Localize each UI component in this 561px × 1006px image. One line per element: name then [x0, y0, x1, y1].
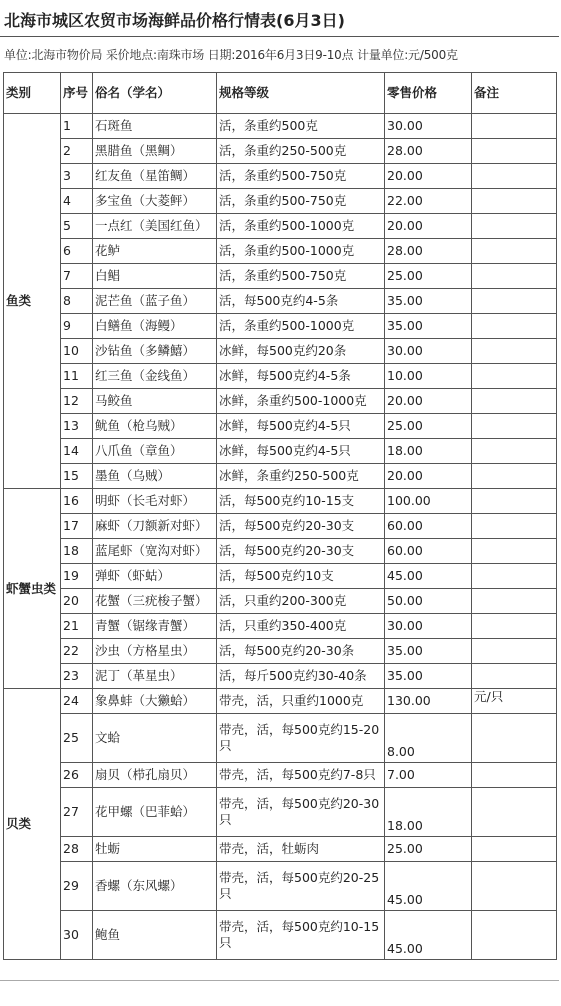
table-body — [4, 114, 557, 960]
table-row — [4, 339, 557, 364]
row-spec-cell: 活，条重约500-750克 — [217, 189, 385, 214]
row-price-cell: 30.00 — [385, 114, 472, 139]
row-note-cell — [472, 614, 557, 639]
category-cell: 虾蟹虫类 — [4, 489, 61, 689]
row-name-cell: 八爪鱼（章鱼） — [93, 439, 217, 464]
row-spec-cell: 活，条重约500-1000克 — [217, 314, 385, 339]
table-row — [4, 464, 557, 489]
row-number-cell: 30 — [61, 911, 93, 960]
header-price: 零售价格 — [385, 73, 472, 114]
row-price-cell: 20.00 — [385, 389, 472, 414]
row-name-cell: 泥芒鱼（蓝子鱼） — [93, 289, 217, 314]
row-number-cell: 21 — [61, 614, 93, 639]
row-spec-cell: 带壳，活，牡蛎肉 — [217, 837, 385, 862]
row-note-cell — [472, 139, 557, 164]
row-spec-cell: 活，条重约500-1000克 — [217, 239, 385, 264]
row-note-cell — [472, 763, 557, 788]
row-note-cell — [472, 564, 557, 589]
row-name-cell: 花鲈 — [93, 239, 217, 264]
row-note-cell — [472, 514, 557, 539]
header-note: 备注 — [472, 73, 557, 114]
row-spec-cell: 带壳，活，每500克约20-30只 — [217, 788, 385, 837]
row-note-cell — [472, 464, 557, 489]
row-spec-cell: 冰鲜，条重约250-500克 — [217, 464, 385, 489]
row-number-cell: 24 — [61, 689, 93, 714]
row-spec-cell: 活，每500克约20-30条 — [217, 639, 385, 664]
row-note-cell — [472, 439, 557, 464]
row-number-cell: 11 — [61, 364, 93, 389]
row-spec-cell: 活，每斤500克约30-40条 — [217, 664, 385, 689]
row-note-cell — [472, 264, 557, 289]
document-meta: 单位:北海市物价局 采价地点:南珠市场 日期:2016年6月3日9-10点 计量单位:元/500克 — [4, 48, 458, 62]
table-row — [4, 689, 557, 714]
row-spec-cell: 活，只重约200-300克 — [217, 589, 385, 614]
table-row — [4, 837, 557, 862]
row-spec-cell: 活，条重约250-500克 — [217, 139, 385, 164]
table-row — [4, 514, 557, 539]
row-spec-cell: 活，每500克约20-30支 — [217, 539, 385, 564]
table-row — [4, 664, 557, 689]
row-price-cell: 45.00 — [385, 862, 472, 911]
row-price-cell: 60.00 — [385, 539, 472, 564]
row-name-cell: 石斑鱼 — [93, 114, 217, 139]
row-number-cell: 27 — [61, 788, 93, 837]
row-note-cell — [472, 414, 557, 439]
row-price-cell: 20.00 — [385, 214, 472, 239]
header-name: 俗名（学名） — [93, 73, 217, 114]
table-row — [4, 539, 557, 564]
row-name-cell: 明虾（长毛对虾） — [93, 489, 217, 514]
row-spec-cell: 冰鲜，每500克约4-5只 — [217, 414, 385, 439]
row-name-cell: 墨鱼（乌贼） — [93, 464, 217, 489]
row-name-cell: 象鼻蚌（大獭蛤） — [93, 689, 217, 714]
row-note-cell — [472, 837, 557, 862]
row-spec-cell: 活，每500克约20-30支 — [217, 514, 385, 539]
row-number-cell: 19 — [61, 564, 93, 589]
row-number-cell: 28 — [61, 837, 93, 862]
row-number-cell: 13 — [61, 414, 93, 439]
row-price-cell: 35.00 — [385, 664, 472, 689]
price-table — [3, 72, 557, 960]
row-name-cell: 红友鱼（星笛鲷） — [93, 164, 217, 189]
table-row — [4, 639, 557, 664]
table-row — [4, 364, 557, 389]
row-number-cell: 20 — [61, 589, 93, 614]
category-cell: 鱼类 — [4, 114, 61, 489]
table-row — [4, 164, 557, 189]
row-spec-cell: 冰鲜，每500克约4-5条 — [217, 364, 385, 389]
row-price-cell: 25.00 — [385, 414, 472, 439]
row-spec-cell: 冰鲜，条重约500-1000克 — [217, 389, 385, 414]
row-spec-cell: 带壳，活，每500克约15-20只 — [217, 714, 385, 763]
row-name-cell: 文蛤 — [93, 714, 217, 763]
table-row — [4, 763, 557, 788]
table-row — [4, 489, 557, 514]
row-price-cell: 25.00 — [385, 837, 472, 862]
row-spec-cell: 活，条重约500克 — [217, 114, 385, 139]
table-row — [4, 564, 557, 589]
row-note-cell — [472, 589, 557, 614]
row-spec-cell: 带壳，活，每500克约10-15只 — [217, 911, 385, 960]
category-cell: 贝类 — [4, 689, 61, 960]
table-row — [4, 414, 557, 439]
row-price-cell: 45.00 — [385, 911, 472, 960]
row-note-cell — [472, 911, 557, 960]
row-note-cell — [472, 389, 557, 414]
table-row — [4, 264, 557, 289]
row-name-cell: 花蟹（三疣梭子蟹） — [93, 589, 217, 614]
table-header-row — [4, 73, 557, 114]
row-price-cell: 30.00 — [385, 614, 472, 639]
row-name-cell: 鲍鱼 — [93, 911, 217, 960]
row-name-cell: 白鲳 — [93, 264, 217, 289]
row-name-cell: 白鳝鱼（海鳗） — [93, 314, 217, 339]
row-note-cell — [472, 339, 557, 364]
row-name-cell: 马鲛鱼 — [93, 389, 217, 414]
table-row — [4, 239, 557, 264]
title-divider — [0, 36, 559, 37]
row-number-cell: 25 — [61, 714, 93, 763]
row-note-cell — [472, 788, 557, 837]
row-name-cell: 蓝尾虾（宽沟对虾） — [93, 539, 217, 564]
row-name-cell: 红三鱼（金线鱼） — [93, 364, 217, 389]
row-number-cell: 3 — [61, 164, 93, 189]
row-name-cell: 青蟹（锯缘青蟹） — [93, 614, 217, 639]
row-name-cell: 弹虾（虾蛄） — [93, 564, 217, 589]
row-note-cell — [472, 114, 557, 139]
row-price-cell: 50.00 — [385, 589, 472, 614]
header-spec: 规格等级 — [217, 73, 385, 114]
row-number-cell: 16 — [61, 489, 93, 514]
table-row — [4, 714, 557, 763]
row-name-cell: 黑腊鱼（黑鲷） — [93, 139, 217, 164]
table-row — [4, 289, 557, 314]
row-number-cell: 5 — [61, 214, 93, 239]
row-spec-cell: 活，每500克约10支 — [217, 564, 385, 589]
row-number-cell: 26 — [61, 763, 93, 788]
row-price-cell: 28.00 — [385, 139, 472, 164]
table-row — [4, 788, 557, 837]
row-price-cell: 25.00 — [385, 264, 472, 289]
row-price-cell: 130.00 — [385, 689, 472, 714]
table-row — [4, 439, 557, 464]
row-name-cell: 沙钻鱼（多鳞鱚） — [93, 339, 217, 364]
header-number: 序号 — [61, 73, 93, 114]
row-note-cell — [472, 862, 557, 911]
table-row — [4, 389, 557, 414]
document-title: 北海市城区农贸市场海鲜品价格行情表(6月3日) — [4, 11, 345, 30]
row-number-cell: 10 — [61, 339, 93, 364]
row-price-cell: 22.00 — [385, 189, 472, 214]
table-row — [4, 139, 557, 164]
row-name-cell: 香螺（东风螺） — [93, 862, 217, 911]
row-note-cell: 元/只 — [472, 689, 557, 714]
row-spec-cell: 活，条重约500-750克 — [217, 164, 385, 189]
row-note-cell — [472, 639, 557, 664]
row-note-cell — [472, 289, 557, 314]
row-note-cell — [472, 714, 557, 763]
row-note-cell — [472, 214, 557, 239]
row-number-cell: 14 — [61, 439, 93, 464]
row-name-cell: 扇贝（栉孔扇贝） — [93, 763, 217, 788]
row-price-cell: 35.00 — [385, 314, 472, 339]
row-name-cell: 沙虫（方格星虫） — [93, 639, 217, 664]
row-note-cell — [472, 189, 557, 214]
row-number-cell: 8 — [61, 289, 93, 314]
row-spec-cell: 活，只重约350-400克 — [217, 614, 385, 639]
row-spec-cell: 活，条重约500-1000克 — [217, 214, 385, 239]
row-spec-cell: 冰鲜，每500克约20条 — [217, 339, 385, 364]
table-row — [4, 589, 557, 614]
row-price-cell: 60.00 — [385, 514, 472, 539]
row-price-cell: 20.00 — [385, 464, 472, 489]
row-number-cell: 7 — [61, 264, 93, 289]
row-number-cell: 1 — [61, 114, 93, 139]
row-number-cell: 6 — [61, 239, 93, 264]
row-note-cell — [472, 239, 557, 264]
row-spec-cell: 带壳，活，每500克约20-25只 — [217, 862, 385, 911]
row-price-cell: 28.00 — [385, 239, 472, 264]
row-note-cell — [472, 364, 557, 389]
row-number-cell: 23 — [61, 664, 93, 689]
row-note-cell — [472, 664, 557, 689]
row-price-cell: 20.00 — [385, 164, 472, 189]
row-price-cell: 35.00 — [385, 289, 472, 314]
row-number-cell: 12 — [61, 389, 93, 414]
row-number-cell: 17 — [61, 514, 93, 539]
table-row — [4, 314, 557, 339]
row-spec-cell: 带壳，活，每500克约7-8只 — [217, 763, 385, 788]
row-price-cell: 7.00 — [385, 763, 472, 788]
row-price-cell: 100.00 — [385, 489, 472, 514]
row-note-cell — [472, 164, 557, 189]
row-name-cell: 鱿鱼（枪乌贼） — [93, 414, 217, 439]
row-name-cell: 泥丁（革星虫） — [93, 664, 217, 689]
row-number-cell: 2 — [61, 139, 93, 164]
row-number-cell: 15 — [61, 464, 93, 489]
row-price-cell: 18.00 — [385, 439, 472, 464]
row-note-cell — [472, 539, 557, 564]
table-row — [4, 862, 557, 911]
row-spec-cell: 活，每500克约4-5条 — [217, 289, 385, 314]
row-name-cell: 花甲螺（巴菲蛤） — [93, 788, 217, 837]
row-name-cell: 麻虾（刀额新对虾） — [93, 514, 217, 539]
table-row — [4, 214, 557, 239]
row-price-cell: 18.00 — [385, 788, 472, 837]
row-number-cell: 9 — [61, 314, 93, 339]
row-name-cell: 牡蛎 — [93, 837, 217, 862]
row-spec-cell: 活，每500克约10-15支 — [217, 489, 385, 514]
table-row — [4, 114, 557, 139]
row-price-cell: 45.00 — [385, 564, 472, 589]
header-category: 类别 — [4, 73, 61, 114]
row-name-cell: 一点红（美国红鱼） — [93, 214, 217, 239]
table-row — [4, 911, 557, 960]
row-note-cell — [472, 489, 557, 514]
row-price-cell: 10.00 — [385, 364, 472, 389]
row-number-cell: 4 — [61, 189, 93, 214]
table-row — [4, 614, 557, 639]
row-price-cell: 30.00 — [385, 339, 472, 364]
row-note-cell — [472, 314, 557, 339]
table-row — [4, 189, 557, 214]
bottom-divider — [0, 980, 559, 981]
row-number-cell: 29 — [61, 862, 93, 911]
row-spec-cell: 活，条重约500-750克 — [217, 264, 385, 289]
row-price-cell: 8.00 — [385, 714, 472, 763]
row-spec-cell: 带壳，活，只重约1000克 — [217, 689, 385, 714]
row-number-cell: 22 — [61, 639, 93, 664]
row-number-cell: 18 — [61, 539, 93, 564]
row-price-cell: 35.00 — [385, 639, 472, 664]
row-name-cell: 多宝鱼（大菱鲆） — [93, 189, 217, 214]
row-spec-cell: 冰鲜，每500克约4-5只 — [217, 439, 385, 464]
